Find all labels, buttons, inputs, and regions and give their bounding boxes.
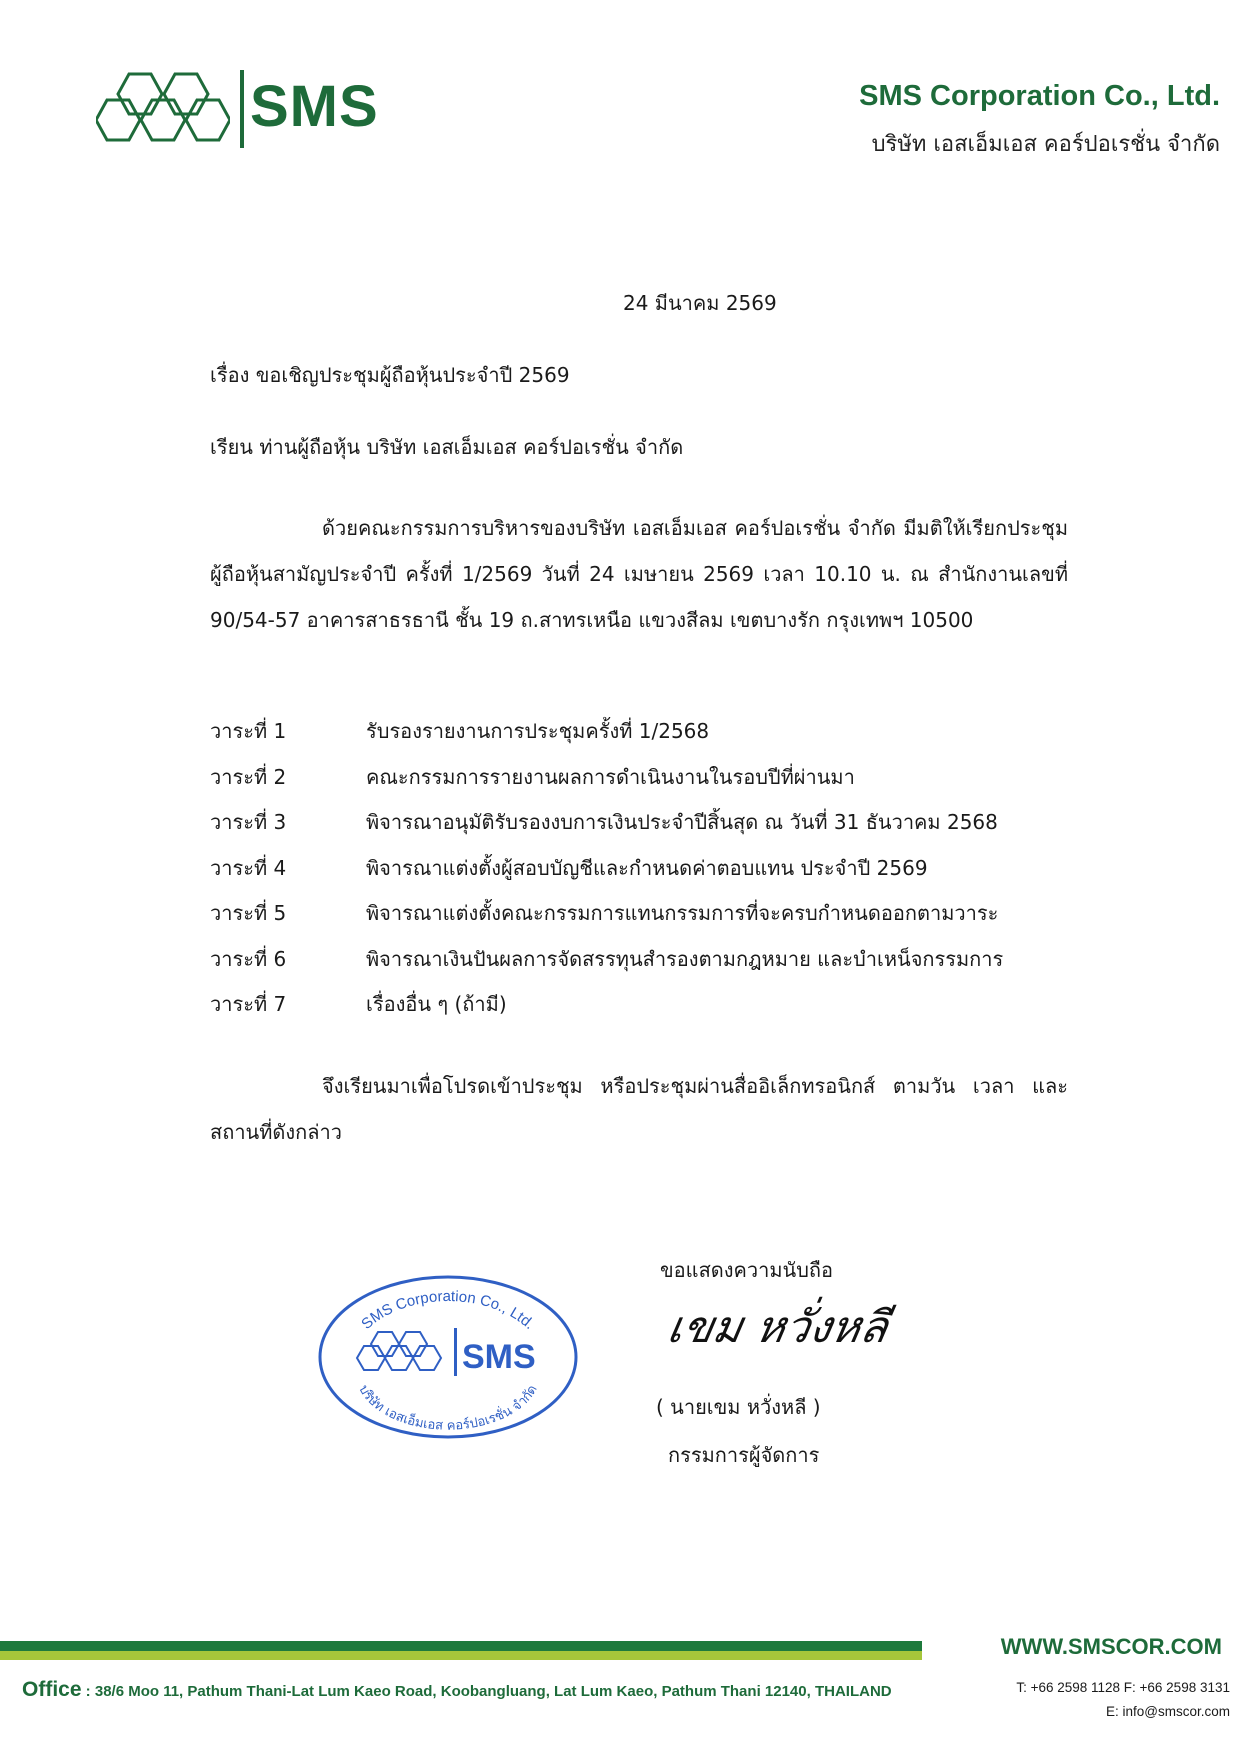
- agenda-item: [210, 807, 1110, 853]
- stamp-top-text: SMS Corporation Co., Ltd.: [358, 1287, 539, 1333]
- agenda-text: คณะกรรมการรายงานผลการดำเนินงานในรอบปีที่ผ่านมา: [366, 764, 855, 789]
- company-stamp-icon: [316, 1272, 580, 1442]
- agenda-item: [210, 989, 1110, 1035]
- agenda-text: พิจารณาอนุมัติรับรองงบการเงินประจำปีสิ้นสุด ณ วันที่ 31 ธันวาคม 2568: [366, 810, 998, 834]
- signer-name: ( นายเขม หวั่งหลี ): [656, 1395, 821, 1419]
- company-name-th: บริษัท เอสเอ็มเอส คอร์ปอเรชั่น จำกัด: [871, 132, 1220, 157]
- email-link[interactable]: E: info@smscor.com: [1106, 1704, 1230, 1719]
- agenda-number: วาระที่ 7: [210, 992, 287, 1016]
- stamp-bottom-text: บริษัท เอสเอ็มเอส คอร์ปอเรชั่น จำกัด: [355, 1382, 541, 1434]
- agenda-list: [210, 716, 1110, 1035]
- agenda-item: [210, 716, 1110, 762]
- stamp-logo-text: SMS: [462, 1338, 536, 1376]
- footer-bar-green: [0, 1641, 922, 1651]
- svg-text:SMS Corporation Co., Ltd.: [358, 1288, 538, 1333]
- letter-closing: จึงเรียนมาเพื่อโปรดเข้าประชุม หรือประชุมผ่านสื่ออิเล็กทรอนิกส์ ตามวัน เวลา และสถานที่ดังกล่าว: [210, 1074, 1068, 1144]
- footer-bar-lime: [0, 1651, 922, 1660]
- logo-text: SMS: [250, 74, 379, 139]
- office-address-text: : 38/6 Moo 11, Pathum Thani-Lat Lum Kaeo Road, Koobangluang, Lat Lum Kaeo, Pathum Thani 12140, THAILAND: [81, 1683, 892, 1700]
- agenda-text: พิจารณาแต่งตั้งคณะกรรมการแทนกรรมการที่จะครบกำหนดออกตามวาระ: [366, 901, 999, 925]
- logo-divider: [240, 70, 244, 148]
- agenda-item: [210, 944, 1110, 990]
- company-name-en: SMS Corporation Co., Ltd.: [859, 80, 1220, 112]
- agenda-text: รับรองรายงานการประชุมครั้งที่ 1/2568: [366, 719, 710, 743]
- agenda-item: [210, 853, 1110, 899]
- office-address: [22, 1676, 892, 1706]
- letter-subject: เรื่อง ขอเชิญประชุมผู้ถือหุ้นประจำปี 2569: [210, 363, 570, 387]
- letter-body: ด้วยคณะกรรมการบริหารของบริษัท เอสเอ็มเอส คอร์ปอเรชั่น จำกัด มีมติให้เรียกประชุมผู้ถือหุ้นสามัญประจำปี ครั้งที่ 1/2569 วันที่ 24 เมษายน 2569 เวลา 10.10 น. ณ สำนักงานเลขที่ 90/54-57 อาคารสาธรธานี ชั้น 19 ถ.สาทรเหนือ แขวงสีลม เขตบางรัก กรุงเทพฯ 10500: [210, 516, 1068, 632]
- handwritten-signature: เขม หวั่งหลี: [663, 1302, 892, 1353]
- agenda-number: วาระที่ 2: [210, 764, 287, 789]
- phone-fax: T: +66 2598 1128 F: +66 2598 3131: [1016, 1680, 1230, 1695]
- website-link[interactable]: WWW.SMSCOR.COM: [1000, 1634, 1222, 1659]
- agenda-number: วาระที่ 6: [210, 946, 287, 971]
- agenda-number: วาระที่ 3: [210, 810, 287, 834]
- office-label: Office: [22, 1678, 82, 1701]
- agenda-text: พิจารณาแต่งตั้งผู้สอบบัญชีและกำหนดค่าตอบแทน ประจำปี 2569: [366, 855, 928, 880]
- letter-salutation: เรียน ท่านผู้ถือหุ้น บริษัท เอสเอ็มเอส คอร์ปอเรชั่น จำกัด: [210, 435, 684, 459]
- agenda-item: [210, 898, 1110, 944]
- signer-title: กรรมการผู้จัดการ: [668, 1443, 820, 1467]
- agenda-number: วาระที่ 4: [210, 855, 287, 880]
- agenda-text: เรื่องอื่น ๆ (ถ้ามี): [366, 992, 507, 1016]
- agenda-number: วาระที่ 5: [210, 901, 287, 925]
- sms-logo-icon: [96, 68, 230, 148]
- letter-date: 24 มีนาคม 2569: [623, 291, 777, 315]
- agenda-item: [210, 762, 1110, 808]
- agenda-number: วาระที่ 1: [210, 719, 287, 743]
- agenda-text: พิจารณาเงินปันผลการจัดสรรทุนสำรองตามกฎหมาย และบำเหน็จกรรมการ: [366, 946, 1004, 971]
- regards-text: ขอแสดงความนับถือ: [660, 1258, 834, 1282]
